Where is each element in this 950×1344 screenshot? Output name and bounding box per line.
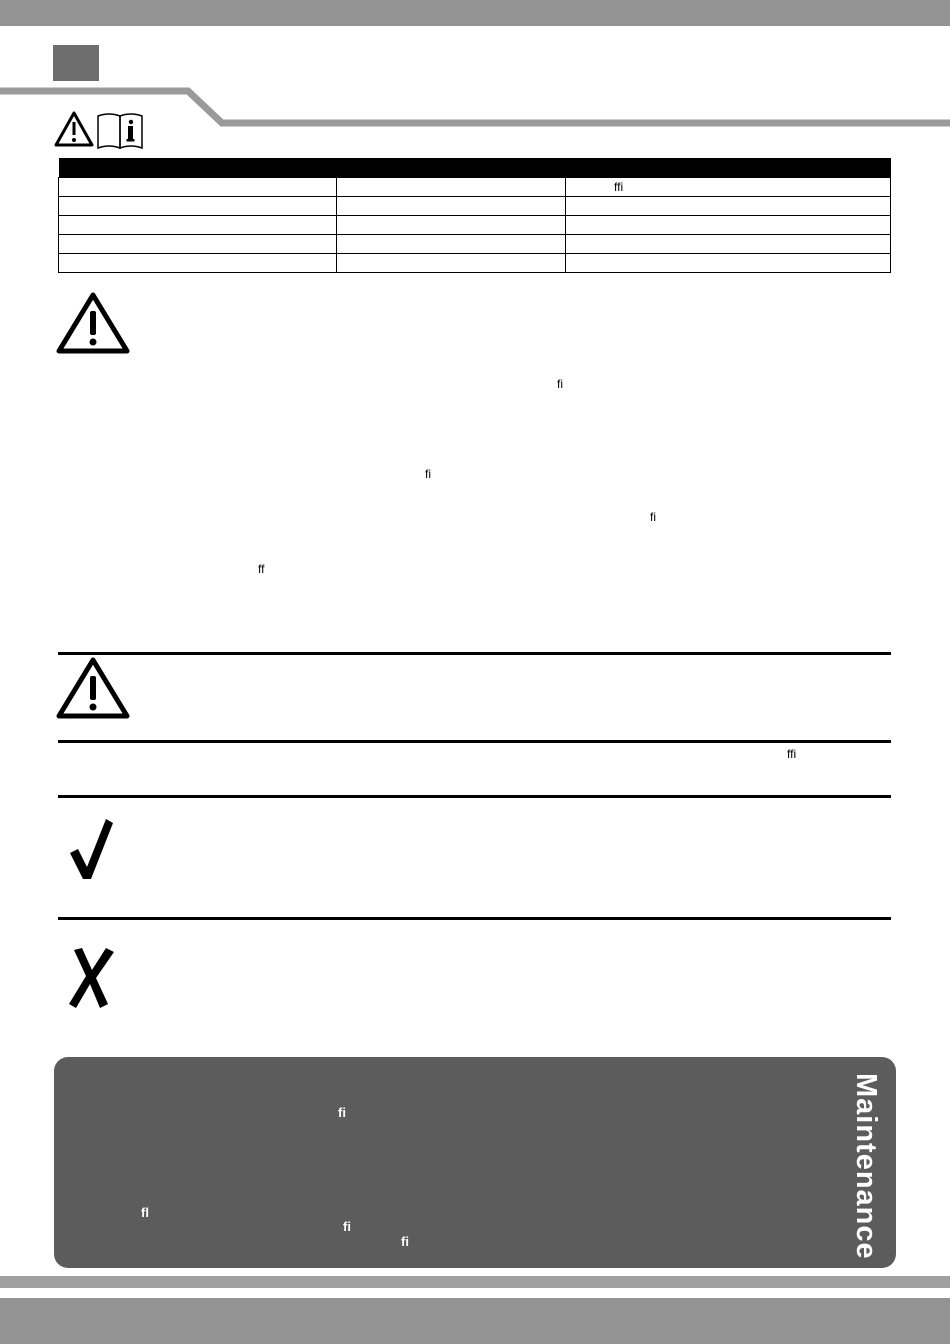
table-cell (59, 235, 337, 254)
table-cell (566, 216, 891, 235)
table-cell (59, 216, 337, 235)
table-cell (337, 235, 566, 254)
table-cell (337, 197, 566, 216)
table-cell (337, 178, 566, 197)
maintenance-text-fragment: fi (343, 1219, 351, 1234)
table-cell: ffi (566, 178, 891, 197)
table-cell (566, 235, 891, 254)
manual-info-icon (98, 114, 142, 148)
table-cell (566, 197, 891, 216)
caution-text-fragment: ffi (787, 747, 797, 761)
table-row (59, 197, 891, 216)
checkmark-icon (66, 815, 116, 881)
page-number-square (53, 45, 99, 81)
specification-table (58, 158, 891, 273)
maintenance-text-fragment: fl (141, 1205, 149, 1220)
section-divider (58, 740, 891, 743)
bottom-stripe (0, 1276, 950, 1288)
table-row (59, 254, 891, 273)
section-divider (58, 652, 891, 655)
maintenance-box (54, 1057, 896, 1268)
body-text-fragment: fi (650, 510, 656, 524)
maintenance-text-fragment: fi (338, 1105, 346, 1120)
maintenance-text-fragment: fi (401, 1234, 409, 1249)
body-text-fragment: fi (557, 377, 563, 391)
top-band (0, 0, 950, 26)
body-text-fragment: ff (258, 562, 265, 576)
table-cell (337, 216, 566, 235)
warning-icon (56, 291, 130, 355)
body-text-fragment: fi (425, 467, 431, 481)
table-header-row (59, 158, 891, 178)
table-row (59, 216, 891, 235)
maintenance-title: Maintenance (850, 1073, 882, 1260)
section-divider (58, 795, 891, 798)
section-divider (58, 917, 891, 920)
header-icons (54, 110, 146, 152)
warning-icon (56, 656, 130, 720)
cross-icon (66, 944, 116, 1010)
warning-icon (56, 113, 92, 145)
table-row (59, 235, 891, 254)
table-cell (59, 197, 337, 216)
table-row (59, 178, 891, 197)
bottom-band (0, 1298, 950, 1344)
table-cell (59, 254, 337, 273)
table-cell (59, 178, 337, 197)
table-cell (566, 254, 891, 273)
table-cell (337, 254, 566, 273)
